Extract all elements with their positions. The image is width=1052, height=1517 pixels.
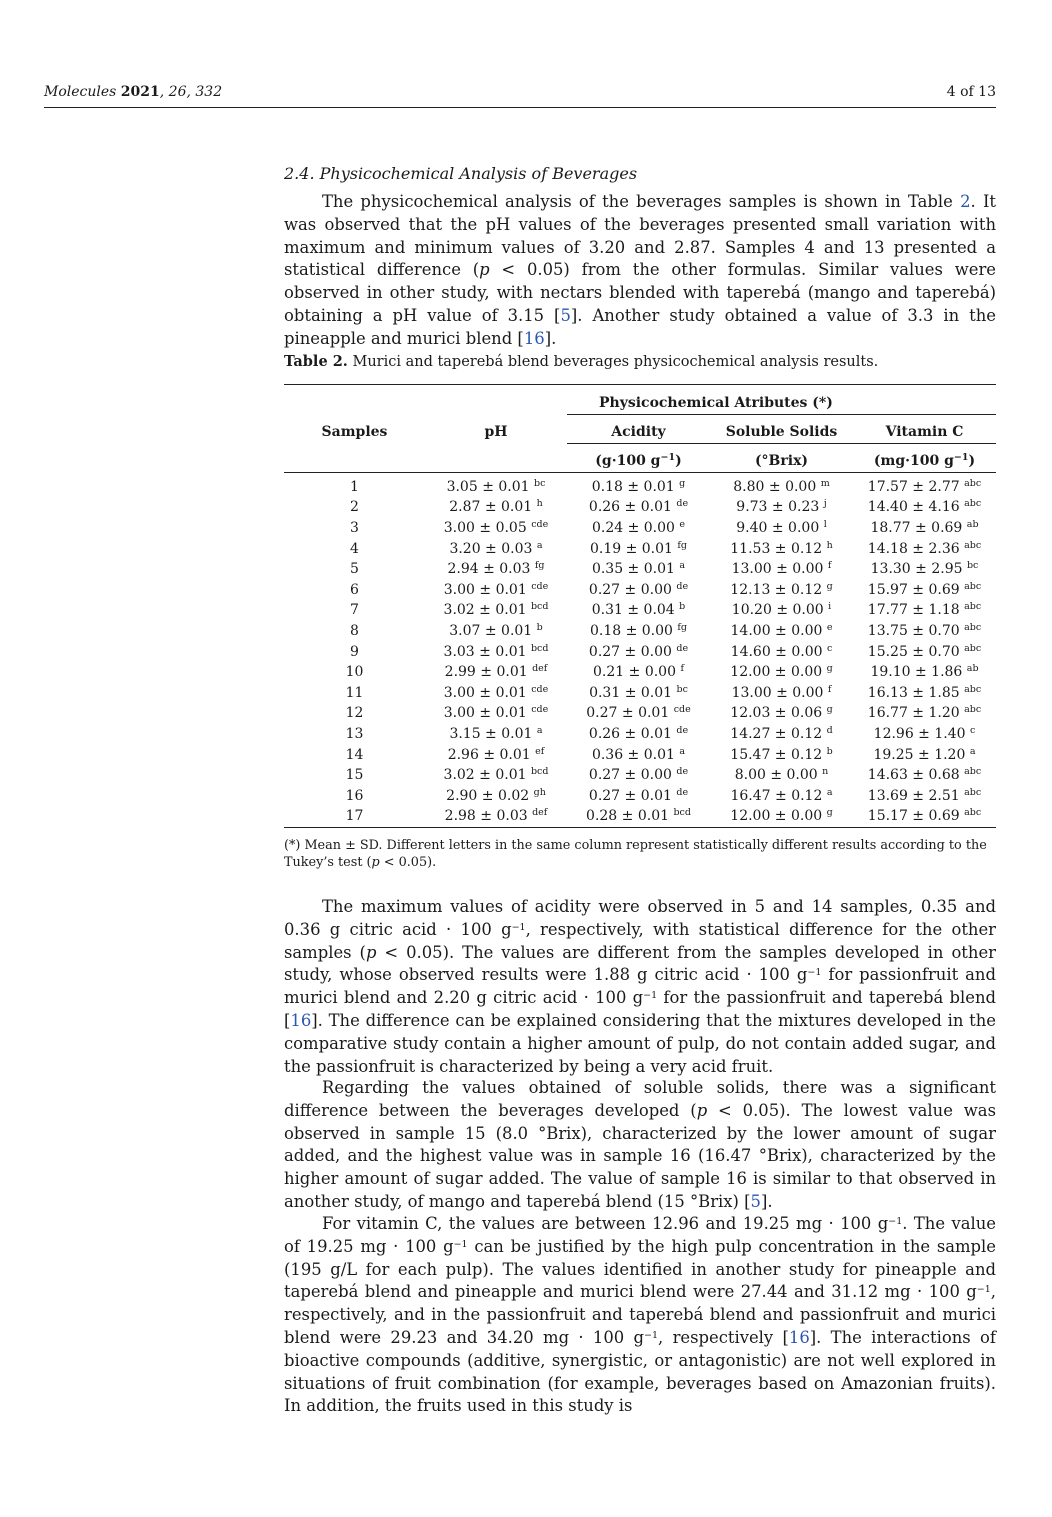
cell-vitamin-c: 12.96 ± 1.40 $^c$ [873,724,976,742]
col-header-samples: Samples [321,424,388,441]
cell-soluble-solids: 12.00 ± 0.00 $^g$ [730,807,833,825]
cell-soluble-solids: 14.27 ± 0.12 $^d$ [730,724,833,742]
cell-acidity: 0.27 ± 0.01 $^{de}$ [588,786,689,804]
cell-ph: 3.00 ± 0.01 $^{cde}$ [443,580,549,598]
group-header: Physicochemical Atributes (*) [599,395,833,411]
table-row [284,786,996,807]
table-row [284,683,996,704]
cell-ph: 2.87 ± 0.01 $^h$ [449,498,543,516]
cell-sample: 2 [350,499,359,516]
cell-ph: 3.05 ± 0.01 $^{bc}$ [446,477,546,495]
cell-soluble-solids: 10.20 ± 0.00 $^i$ [731,601,832,619]
cell-sample: 11 [345,684,364,701]
cell-vitamin-c: 14.63 ± 0.68 $^{abc}$ [867,766,982,784]
cell-ph: 3.00 ± 0.01 $^{cde}$ [443,683,549,701]
cell-acidity: 0.26 ± 0.01 $^{de}$ [588,724,689,742]
cell-ph: 2.96 ± 0.01 $^{ef}$ [447,745,545,763]
unit-acidity: (g·100 $g^{-1}$) [595,452,682,470]
cell-sample: 3 [350,519,359,536]
table-row [284,662,996,683]
cell-ph: 2.90 ± 0.02 $^{gh}$ [446,786,546,804]
cell-vitamin-c: 15.25 ± 0.70 $^{abc}$ [867,642,982,660]
citation-16-link[interactable]: 16 [788,1327,810,1347]
table-row [284,765,996,786]
cell-acidity: 0.36 ± 0.01 $^a$ [591,745,686,763]
table-row [284,600,996,621]
cell-sample: 14 [345,746,364,763]
cell-soluble-solids: 9.73 ± 0.23 $^j$ [736,498,827,516]
cell-sample: 10 [345,664,364,681]
cell-acidity: 0.27 ± 0.01 $^{cde}$ [586,704,691,722]
cell-soluble-solids: 8.00 ± 0.00 $^n$ [734,766,829,784]
cell-acidity: 0.31 ± 0.01 $^{bc}$ [589,683,688,701]
cell-soluble-solids: 15.47 ± 0.12 $^b$ [730,745,833,763]
cell-vitamin-c: 13.69 ± 2.51 $^{abc}$ [867,786,982,804]
cell-soluble-solids: 13.00 ± 0.00 $^f$ [731,560,832,578]
header-rule [44,107,996,108]
cell-soluble-solids: 14.60 ± 0.00 $^c$ [730,642,833,660]
cell-ph: 3.07 ± 0.01 $^b$ [449,621,543,639]
cell-vitamin-c: 13.75 ± 0.70 $^{abc}$ [867,621,982,639]
cell-vitamin-c: 19.10 ± 1.86 $^{ab}$ [870,663,979,681]
cell-ph: 3.20 ± 0.03 $^a$ [449,539,543,557]
cell-sample: 5 [350,561,359,578]
cell-soluble-solids: 9.40 ± 0.00 $^l$ [736,518,827,536]
cell-acidity: 0.31 ± 0.04 $^b$ [591,601,686,619]
unit-soluble-solids: (°Brix) [754,453,809,470]
table-footnote: (*) Mean ± SD. Different letters in the same column represent statistically different results according to the Tukey’s test (p < 0.05). [284,838,987,870]
col-header-ph: pH [484,424,508,441]
cell-sample: 4 [350,540,359,557]
cell-soluble-solids: 12.03 ± 0.06 $^g$ [730,704,833,722]
table-row [284,724,996,745]
cell-soluble-solids: 12.13 ± 0.12 $^g$ [730,580,833,598]
cell-acidity: 0.28 ± 0.01 $^{bcd}$ [586,807,691,825]
cell-vitamin-c: 19.25 ± 1.20 $^a$ [873,745,976,763]
cell-soluble-solids: 14.00 ± 0.00 $^e$ [730,621,833,639]
citation-16-link[interactable]: 16 [523,328,545,348]
cell-soluble-solids: 16.47 ± 0.12 $^a$ [730,786,833,804]
cell-ph: 3.15 ± 0.01 $^a$ [449,724,543,742]
cell-vitamin-c: 16.77 ± 1.20 $^{abc}$ [867,704,982,722]
cell-acidity: 0.24 ± 0.00 $^e$ [591,518,686,536]
cell-acidity: 0.19 ± 0.01 $^{fg}$ [589,539,688,557]
cell-vitamin-c: 18.77 ± 0.69 $^{ab}$ [870,518,979,536]
cell-soluble-solids: 12.00 ± 0.00 $^g$ [730,663,833,681]
table-row [284,745,996,766]
col-header-soluble-solids: Soluble Solids [725,424,838,441]
col-header-acidity: Acidity [611,424,666,441]
cell-acidity: 0.21 ± 0.00 $^f$ [593,663,684,681]
cell-vitamin-c: 16.13 ± 1.85 $^{abc}$ [867,683,982,701]
cell-acidity: 0.18 ± 0.01 $^g$ [591,477,686,495]
paragraph-1: The physicochemical analysis of the beverages samples is shown in Table 2. It was observed that the pH values of the beverages presented small variation with maximum and minimum values of 3.20 and 2.87. Samples 4 and 13 presented a statistical difference (p < 0.05) from the other formulas. Similar values were observed in other study, with nectars blended with taperebá (mango and taperebá) obtaining a pH value of 3.15 [5]. Another study obtained a value of 3.3 in the pineapple and murici blend [16]. [284,192,996,348]
volume-page: , 26, 332 [159,84,223,100]
physicochemical-table [284,384,996,828]
cell-acidity: 0.27 ± 0.00 $^{de}$ [588,766,689,784]
cell-sample: 9 [350,643,359,660]
cell-ph: 3.03 ± 0.01 $^{bcd}$ [443,642,549,660]
cell-sample: 7 [350,602,359,619]
running-header-citation [44,84,222,100]
table-row [284,539,996,560]
cell-vitamin-c: 17.57 ± 2.77 $^{abc}$ [867,477,982,495]
cell-ph: 2.98 ± 0.03 $^{def}$ [444,807,548,825]
citation-16-link[interactable]: 16 [290,1010,312,1030]
table-caption: Table 2. Murici and taperebá blend beverages physicochemical analysis results. [284,353,879,370]
cell-sample: 6 [350,581,359,598]
journal-year: 2021 [120,84,160,100]
page-number: 4 of 13 [946,84,996,100]
cell-acidity: 0.26 ± 0.01 $^{de}$ [588,498,689,516]
table-row [284,518,996,539]
cell-acidity: 0.27 ± 0.00 $^{de}$ [588,642,689,660]
cell-sample: 12 [345,705,364,722]
cell-ph: 2.94 ± 0.03 $^{fg}$ [447,560,545,578]
paragraph-2: The maximum values of acidity were observed in 5 and 14 samples, 0.35 and 0.36 g citric acid · 100 $g^{-1}$, respectively, with statistical difference for the other samples (p < 0.05). The values are different from the samples developed in other study, whose observed results were 1.88 g citric acid · 100 $g^{-1}$ for passionfruit and murici blend and 2.20 g citric acid · 100 $g^{-1}$ for the passionfruit and taperebá blend [16]. The difference can be explained considering that the mixtures developed in the comparative study contain a higher amount of pulp, do not contain added sugar, and the passionfruit is characterized by being a very acid fruit. [284,897,996,1076]
cell-acidity: 0.27 ± 0.00 $^{de}$ [588,580,689,598]
cell-ph: 3.00 ± 0.05 $^{cde}$ [443,518,549,536]
paragraph-4: For vitamin C, the values are between 12.96 and 19.25 mg · 100 $g^{-1}$. The value of 19.25 mg · 100 $g^{-1}$ can be justified by the high pulp concentration in the sample (195 g/L for each pulp). The values identified in another study for pineapple and taperebá blend and pineapple and murici blend were 27.44 and 31.12 mg · 100 $g^{-1}$, respectively, and in the passionfruit and taperebá blend and passionfruit and murici blend were 29.23 and 34.20 mg · 100 $g^{-1}$, respectively [16]. The interactions of bioactive compounds (additive, synergistic, or antagonistic) are not well explored in situations of fruit combination (for example, beverages based on Amazonian fruits). In addition, the fruits used in this study is [284,1214,996,1416]
table-row [284,477,996,498]
table-2-link[interactable]: 2 [960,192,971,211]
cell-sample: 13 [345,725,364,742]
table-row [284,580,996,601]
cell-sample: 17 [345,808,364,825]
cell-sample: 16 [345,787,364,804]
cell-soluble-solids: 8.80 ± 0.00 $^m$ [733,477,830,495]
cell-vitamin-c: 15.17 ± 0.69 $^{abc}$ [867,807,982,825]
citation-5-link[interactable]: 5 [560,305,571,325]
citation-5-link[interactable]: 5 [750,1191,761,1211]
cell-sample: 1 [350,478,359,495]
cell-vitamin-c: 14.40 ± 4.16 $^{abc}$ [867,498,982,516]
cell-ph: 3.00 ± 0.01 $^{cde}$ [443,704,549,722]
table-row [284,559,996,580]
col-header-vitamin-c: Vitamin C [885,424,964,441]
section-title: 2.4. Physicochemical Analysis of Beverages [284,164,638,183]
cell-soluble-solids: 11.53 ± 0.12 $^h$ [730,539,833,557]
table-row [284,642,996,663]
cell-ph: 2.99 ± 0.01 $^{def}$ [444,663,548,681]
cell-sample: 8 [350,622,359,639]
cell-acidity: 0.18 ± 0.00 $^{fg}$ [589,621,688,639]
cell-vitamin-c: 15.97 ± 0.69 $^{abc}$ [867,580,982,598]
cell-ph: 3.02 ± 0.01 $^{bcd}$ [443,766,549,784]
table-row [284,703,996,724]
journal-name: Molecules [44,84,117,100]
table-row [284,621,996,642]
cell-vitamin-c: 13.30 ± 2.95 $^{bc}$ [870,560,979,578]
table-row [284,806,996,827]
cell-acidity: 0.35 ± 0.01 $^a$ [591,560,686,578]
unit-vitamin-c: (mg·100 $g^{-1}$) [873,452,976,470]
paragraph-3: Regarding the values obtained of soluble solids, there was a significant difference between the beverages developed (p < 0.05). The lowest value was observed in sample 15 (8.0 °Brix), characterized by the lower amount of sugar added, and the highest value was in sample 16 (16.47 °Brix), characterized by the higher amount of sugar added. The value of sample 16 is similar to that observed in another study, of mango and taperebá blend (15 °Brix) [5]. [284,1078,996,1211]
cell-vitamin-c: 17.77 ± 1.18 $^{abc}$ [867,601,982,619]
table-row [284,497,996,518]
cell-soluble-solids: 13.00 ± 0.00 $^f$ [731,683,832,701]
cell-vitamin-c: 14.18 ± 2.36 $^{abc}$ [867,539,982,557]
cell-sample: 15 [345,767,364,784]
cell-ph: 3.02 ± 0.01 $^{bcd}$ [443,601,549,619]
